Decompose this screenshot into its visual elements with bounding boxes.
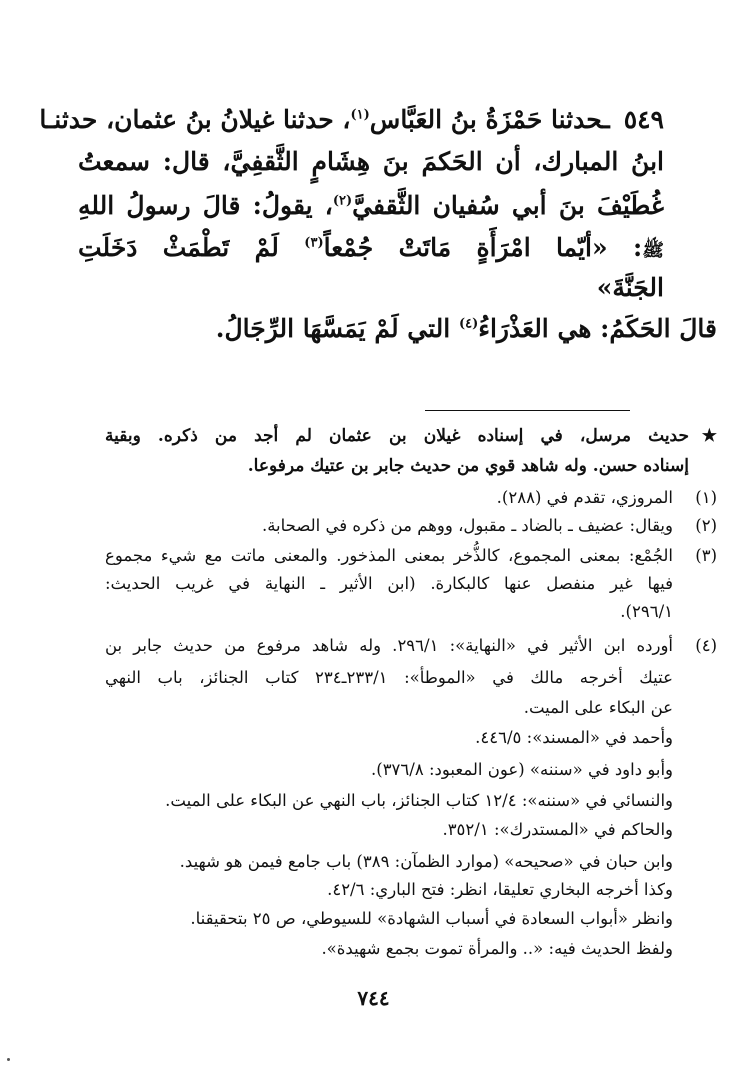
hadith-line-5: الجَنَّةَ» [596,273,664,302]
hakam-quote: قالَ الحَكَمُ: هي العَذْرَاءُ$^{(٤)}$ التي لَمْ يَمَسَّهَا الرِّجَالُ. [215,314,717,343]
hadith-line-1: ٥٤٩ـحدثنا حَمْزَةُ بنُ العَبَّاس$^{(١)}$، حدثنا غيلانُ بنُ عثمان، حدثنـا [39,105,664,134]
book-page: ٥٤٩ـحدثنا حَمْزَةُ بنُ العَبَّاس$^{(١)}$، حدثنا غيلانُ بنُ عثمان، حدثنـا ابنُ المبارك، أن الحَكمَ بنَ هِشَامٍ الثَّقفِيَّ، قال: سمعتُ غُطَيْفَ بنَ أبي سُفيان الثَّقفيَّ$^{(٢)}$، يقولُ: قالَ رسولُ اللهِ ﷺ: «أيّما امْرَأَةٍ مَاتَتْ جُمْعاً$^{(٣)}$ لَمْ تَطْمَثْ دَخَلَتِ الجَنَّةَ» قالَ الحَكَمُ: هي العَذْرَاءُ$^{(٤)}$ التي لَمْ يَمَسَّهَا الرِّجَالُ. ★ حديث مرسل، في إسناده غيلان بن عثمان لم أجد من ذكره. وبقية إسناده حسن. وله شاهد قوي من حديث جابر بن عتيك مرفوعا. (١) المروزي، تقدم في (٢٨٨). (٢) ويقال: عضيف ـ بالضاد ـ مقبول، ووهم من ذكره في الصحابة. (٣) الجُمْع: بمعنى المجموع، كالذُّخر بمعنى المذخور. والمعنى ماتت مع شيء مجموع فيها غير منفصل عنها كالبكارة. (ابن الأثير ـ النهاية في غريب الحديث: ٢٩٦/١). (٤) أورده ابن الأثير في «النهاية»: ٢٩٦/١. وله شاهد مرفوع من حديث جابر بن عتيك أخرجه مالك في «الموطأ»: ٢٣٣/١ـ٢٣٤ كتاب الجنائز، باب النهي عن البكاء على الميت. وأحمد في «المسند»: ٤٤٦/٥. وأبو داود في «سننه» (عون المعبود: ٣٧٦/٨). والنسائي في «سننه»: ١٢/٤ كتاب الجنائز، باب النهي عن البكاء على الميت. والحاكم في «المستدرك»: ٣٥٢/١. وابن حبان في «صحيحه» (موارد الظمآن: ٣٨٩) باب جامع فيمن هو شهيد. وكذا أخرجه البخاري تعليقا، انظر: فتح الباري: ٤٢/٦. وانظر «أبواب السعادة في أسباب الشهادة» للسيوطي، ص ٢٥ بتحقيقنا. ولفظ الحديث فيه: «.. والمرأة تموت بجمع شهيدة». ٧٤٤ [0,0,747,1084]
footnote-mark-1: (١) [695,488,717,507]
salutation-glyph: ﷺ [642,240,664,261]
star-icon: ★ [701,426,717,446]
hadith-line-2: ابنُ المبارك، أن الحَكمَ بنَ هِشَامٍ الثَّقفِيَّ، قال: سمعتُ [78,147,664,176]
footnote-ref-2: (٢) [332,193,353,209]
hadith-line-3: غُطَيْفَ بنَ أبي سُفيان الثَّقفيَّ$^{(٢)}$، يقولُ: قالَ رسولُ اللهِ [78,191,665,220]
footnote-mark-2: (٢) [695,516,717,535]
page-number: ٧٤٤ [357,986,390,1010]
footnote-ref-1: (١) [350,107,370,123]
scan-speck [7,1058,10,1061]
footnote-ref-4: (٤) [458,316,479,332]
footnote-separator [425,410,630,411]
hadith-text [39,97,665,307]
footnote-mark-3: (٣) [695,546,717,565]
hadith-line-4: ﷺ: «أيّما امْرَأَةٍ مَاتَتْ جُمْعاً$^{(٣)}$ لَمْ تَطْمَثْ دَخَلَتِ [78,233,664,262]
footnote-ref-3: (٣) [304,235,324,251]
hadith-number: ٥٤٩ [623,105,664,134]
footnote-mark-4: (٤) [695,636,717,655]
